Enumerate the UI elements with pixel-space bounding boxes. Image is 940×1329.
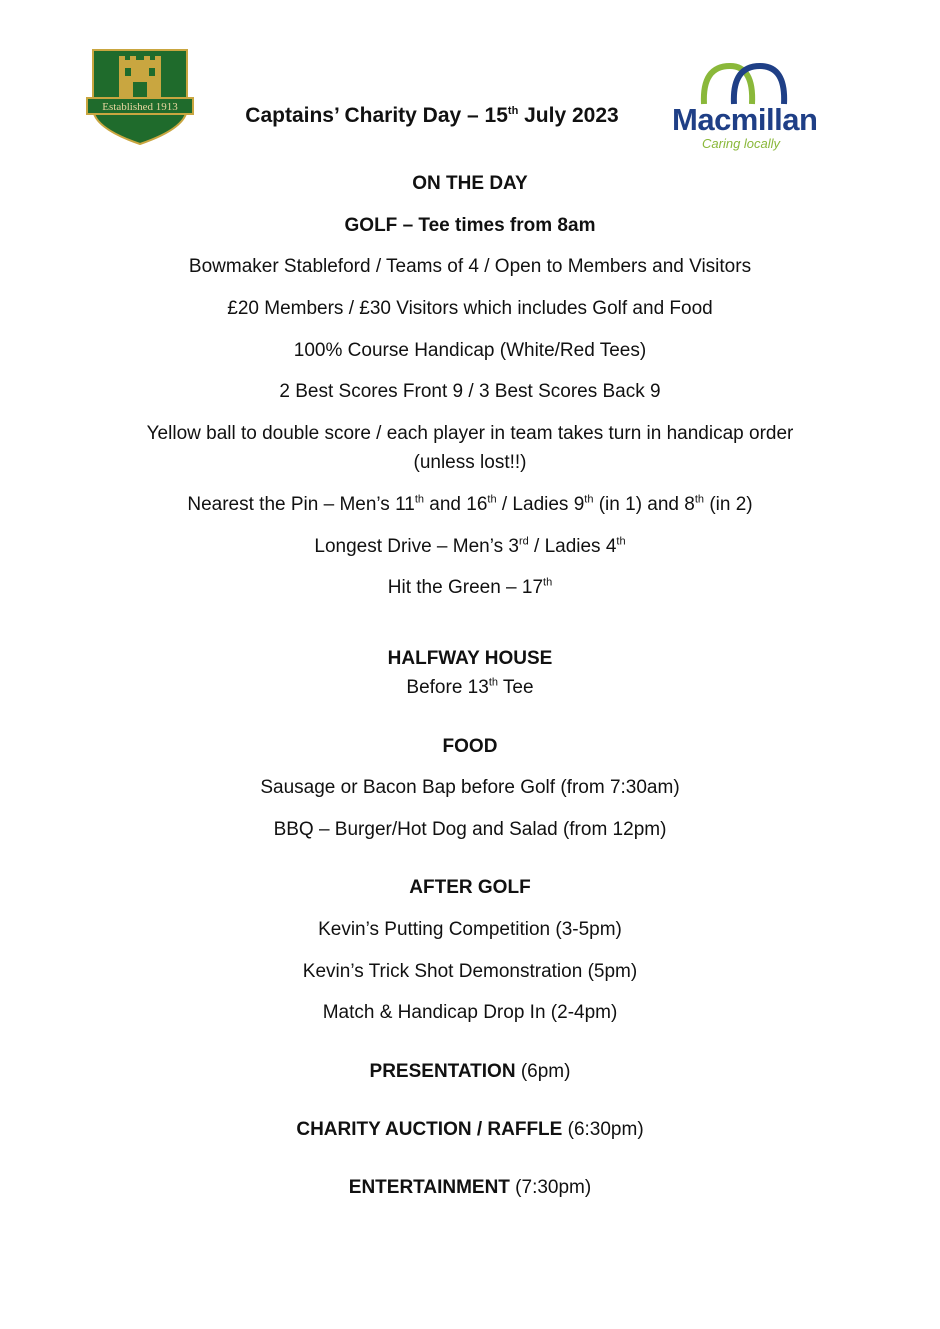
golf-heading: GOLF – Tee times from 8am	[344, 215, 596, 236]
after-golf-heading: AFTER GOLF	[409, 877, 531, 898]
presentation-line: PRESENTATION (6pm)	[369, 1061, 571, 1082]
golf-handicap: 100% Course Handicap (White/Red Tees)	[293, 340, 647, 361]
yellow-ball-rule: Yellow ball to double score / each player in team takes turn in handicap order	[146, 423, 794, 444]
on-the-day-heading: ON THE DAY	[412, 173, 528, 194]
halfway-location: Before 13th Tee	[406, 676, 534, 698]
page-title: Captains’ Charity Day – 15th July 2023	[245, 104, 619, 127]
golf-scores: 2 Best Scores Front 9 / 3 Best Scores Back 9	[279, 381, 661, 402]
auction-line: CHARITY AUCTION / RAFFLE (6:30pm)	[296, 1119, 644, 1140]
macmillan-rings-icon	[672, 58, 822, 108]
entertainment-line: ENTERTAINMENT (7:30pm)	[348, 1177, 592, 1198]
food-heading: FOOD	[442, 736, 498, 757]
crest-text: Established 1913	[102, 101, 178, 113]
golf-price: £20 Members / £30 Visitors which includes Golf and Food	[227, 298, 713, 319]
nearest-the-pin: Nearest the Pin – Men’s 11th and 16th / Ladies 9th (in 1) and 8th (in 2)	[187, 493, 753, 515]
macmillan-tagline: Caring locally	[702, 136, 781, 151]
yellow-ball-rule-cont: (unless lost!!)	[413, 452, 527, 473]
longest-drive: Longest Drive – Men’s 3rd / Ladies 4th	[314, 535, 626, 557]
food-item-bbq: BBQ – Burger/Hot Dog and Salad (from 12pm)	[273, 819, 667, 840]
macmillan-name: Macmillan	[672, 102, 818, 137]
hit-the-green: Hit the Green – 17th	[387, 576, 553, 598]
golf-format: Bowmaker Stableford / Teams of 4 / Open to Members and Visitors	[188, 256, 752, 277]
food-item-breakfast: Sausage or Bacon Bap before Golf (from 7:30am)	[260, 777, 680, 798]
halfway-heading: HALFWAY HOUSE	[387, 648, 553, 669]
after-golf-trick-shot: Kevin’s Trick Shot Demonstration (5pm)	[302, 961, 638, 982]
after-golf-putting: Kevin’s Putting Competition (3-5pm)	[318, 919, 622, 940]
club-crest-logo	[85, 46, 195, 146]
after-golf-handicap: Match & Handicap Drop In (2-4pm)	[322, 1002, 618, 1023]
